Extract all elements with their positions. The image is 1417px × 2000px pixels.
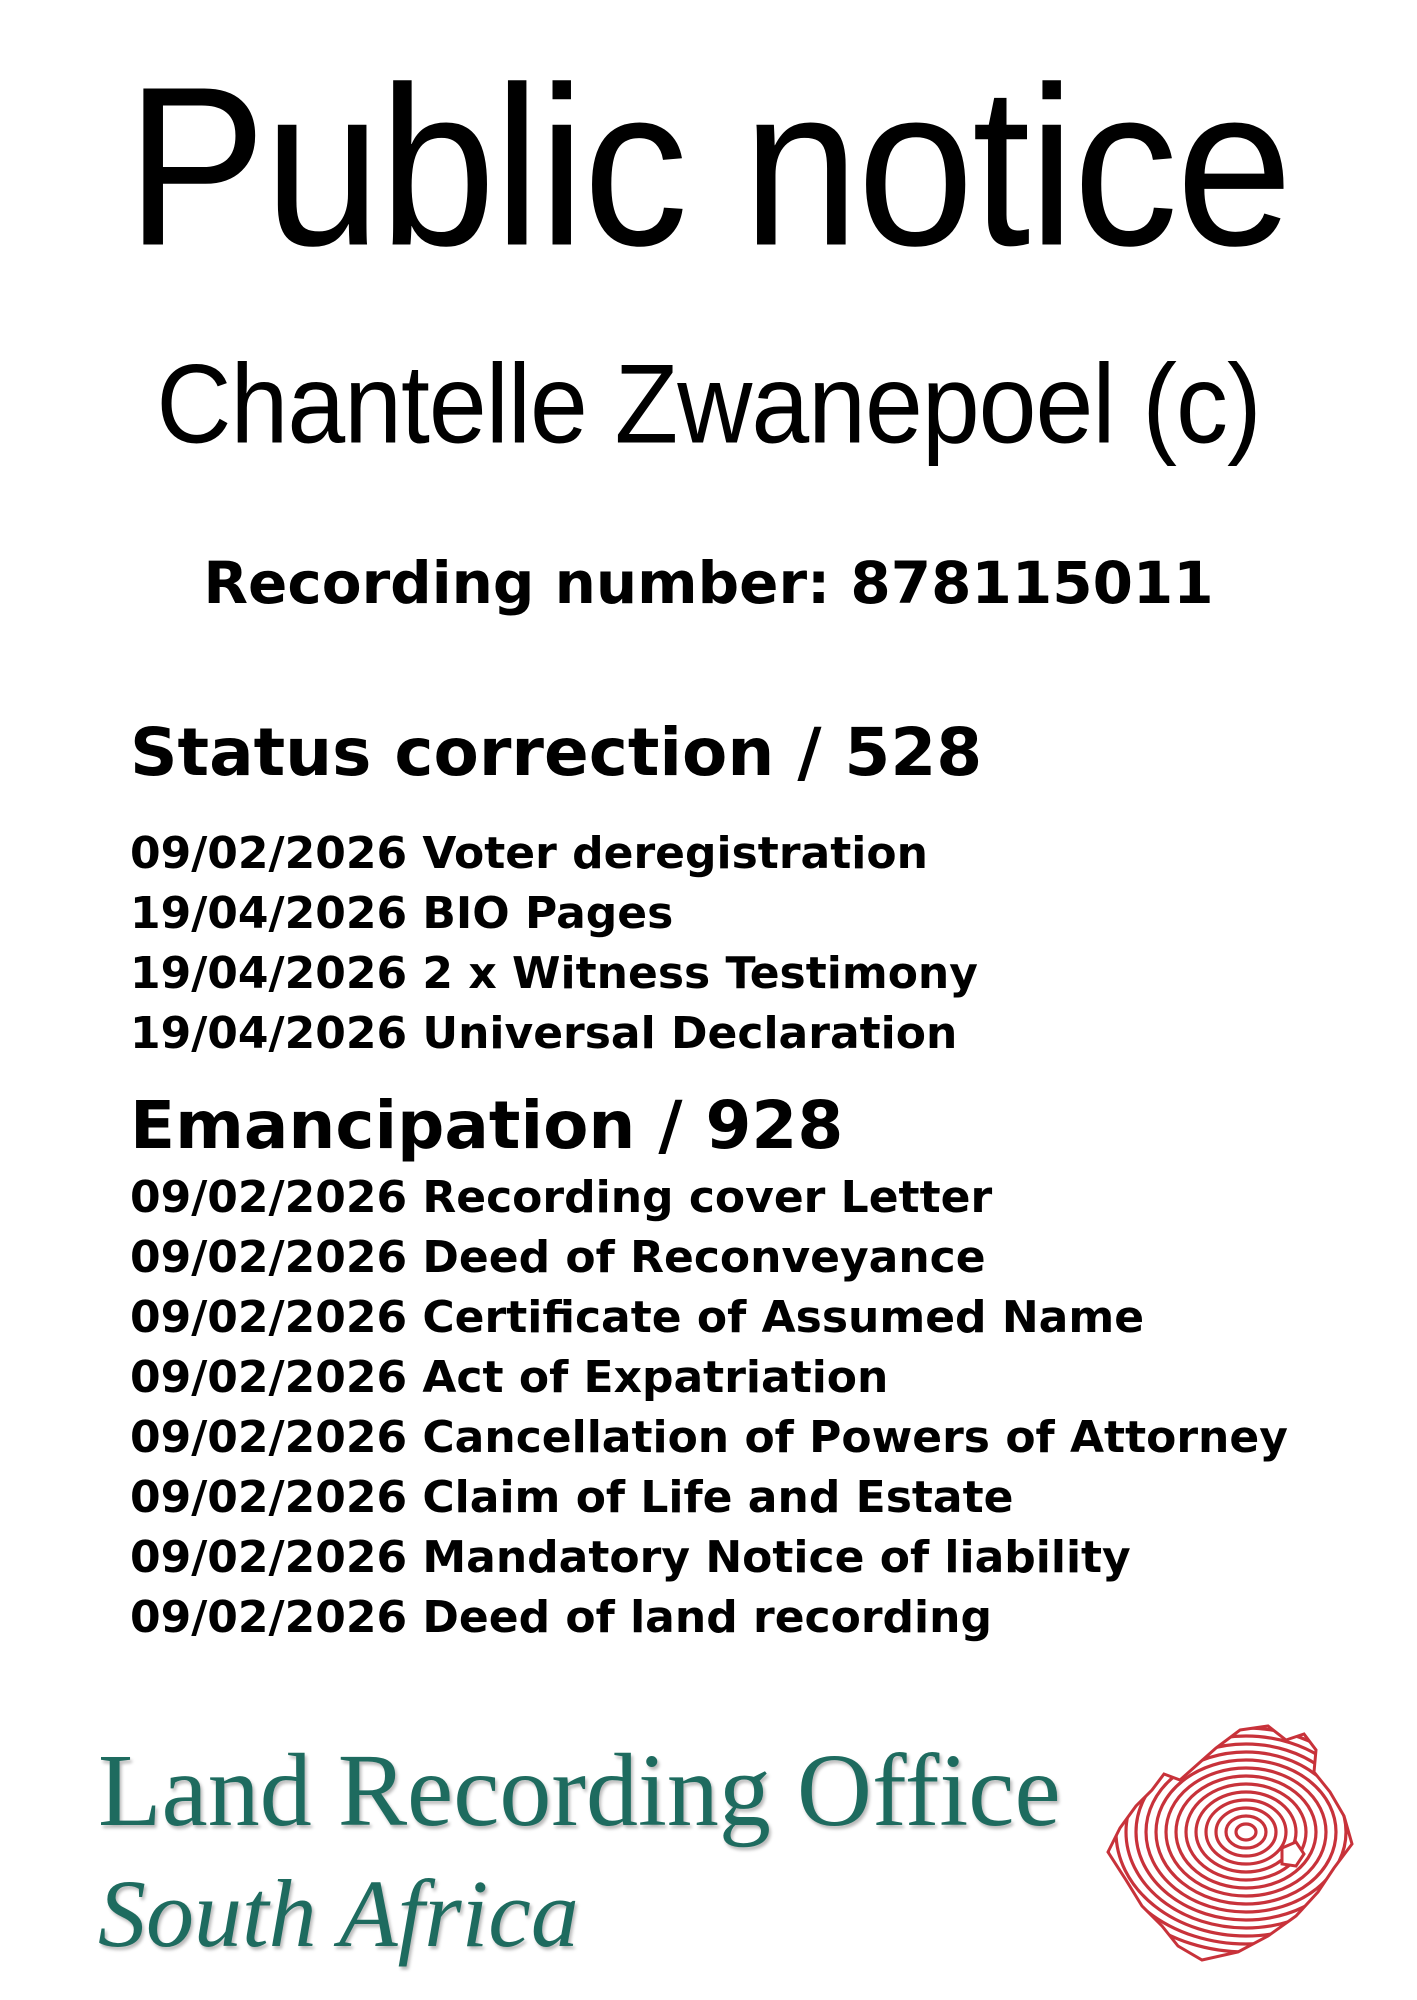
notice-title: Public notice (126, 39, 1291, 294)
office-country: South Africa (98, 1860, 579, 1967)
south-africa-fingerprint-map-icon (1090, 1720, 1370, 1970)
emancipation-list (130, 1168, 1288, 1648)
list-item: 19/04/2026 2 x Witness Testimony (130, 948, 978, 999)
list-item: 09/02/2026 Act of Expatriation (130, 1352, 889, 1403)
list-item: 19/04/2026 BIO Pages (130, 888, 674, 939)
list-item: 09/02/2026 Deed of land recording (130, 1592, 992, 1643)
list-item: 09/02/2026 Mandatory Notice of liability (130, 1532, 1131, 1583)
list-item: 19/04/2026 Universal Declaration (130, 1008, 958, 1059)
section-heading-emancipation: Emancipation / 928 (130, 1087, 844, 1164)
list-item: 09/02/2026 Certificate of Assumed Name (130, 1292, 1145, 1343)
notice-name: Chantelle Zwanepoel (c) (156, 342, 1261, 468)
recording-number: Recording number: 878115011 (203, 549, 1214, 617)
status-correction-list (130, 824, 978, 1064)
list-item: 09/02/2026 Deed of Reconveyance (130, 1232, 986, 1283)
office-name: Land Recording Office (98, 1733, 1061, 1848)
list-item: 09/02/2026 Recording cover Letter (130, 1172, 993, 1223)
list-item: 09/02/2026 Cancellation of Powers of Attorney (130, 1412, 1288, 1463)
list-item: 09/02/2026 Voter deregistration (130, 828, 928, 879)
section-heading-status-correction: Status correction / 528 (130, 714, 983, 791)
list-item: 09/02/2026 Claim of Life and Estate (130, 1472, 1014, 1523)
